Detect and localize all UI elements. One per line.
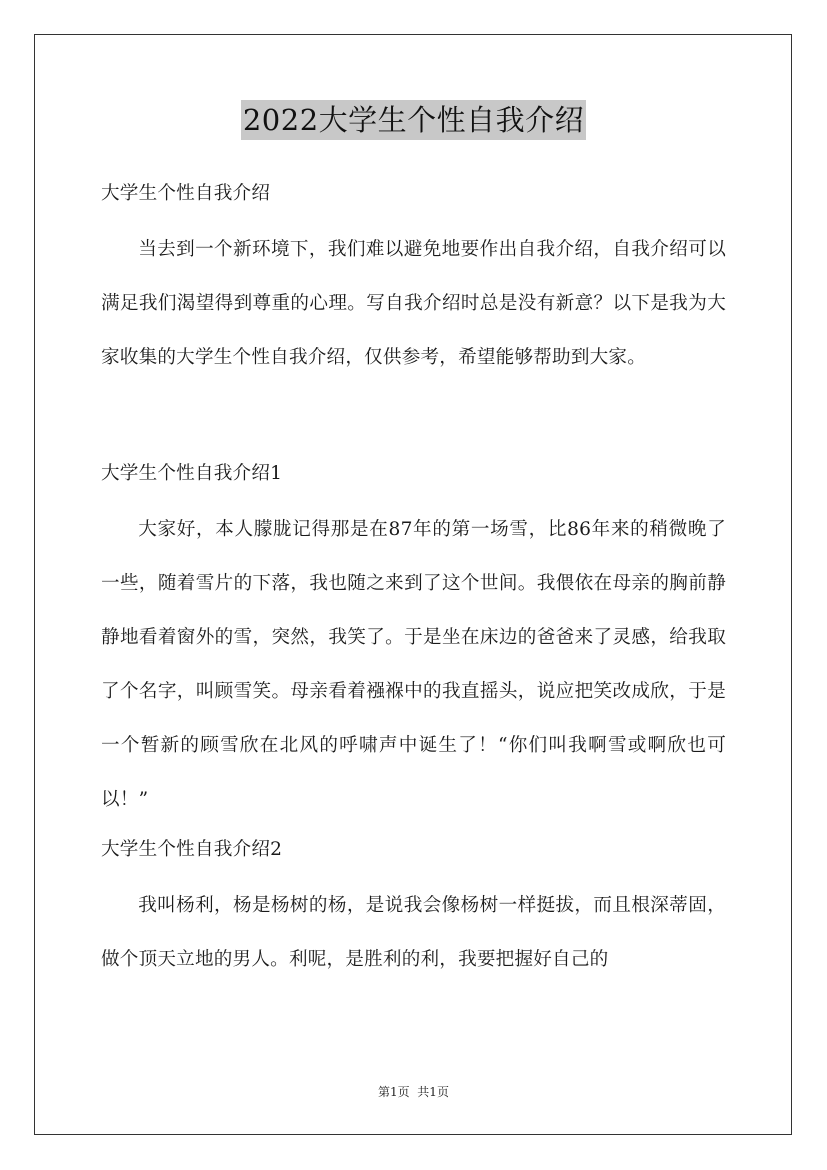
section-2-heading: 大学生个性自我介绍2 xyxy=(101,839,283,860)
intro-heading: 大学生个性自我介绍 xyxy=(101,183,271,204)
section-2-paragraph: 我叫杨利，杨是杨树的杨，是说我会像杨树一样挺拔，而且根深蒂固，做个顶天立地的男人。利呢，是胜利的利，我要把握好自己的 xyxy=(101,895,726,970)
page-number-footer: 第1页 共1页 xyxy=(378,1085,449,1099)
section-1-heading: 大学生个性自我介绍1 xyxy=(101,463,283,484)
document-title: 2022大学生个性自我介绍 xyxy=(241,100,586,140)
title-container xyxy=(0,100,827,140)
document-body xyxy=(101,175,726,987)
section-1-paragraph: 大家好，本人朦胧记得那是在87年的第一场雪，比86年来的稍微晚了一些，随着雪片的下落，我也随之来到了这个世间。我偎依在母亲的胸前静静地看着窗外的雪，突然，我笑了。于是坐在床边的爸爸来了灵感，给我取了个名字，叫顾雪笑。母亲看着襁褓中的我直摇头，说应把笑改成欣，于是一个暂新的顾雪欣在北风的呼啸声中诞生了！“你们叫我啊雪或啊欣也可以！” xyxy=(101,519,726,810)
intro-paragraph: 当去到一个新环境下，我们难以避免地要作出自我介绍，自我介绍可以满足我们渴望得到尊重的心理。写自我介绍时总是没有新意？以下是我为大家收集的大学生个性自我介绍，仅供参考，希望能够帮助到大家。 xyxy=(101,239,726,368)
